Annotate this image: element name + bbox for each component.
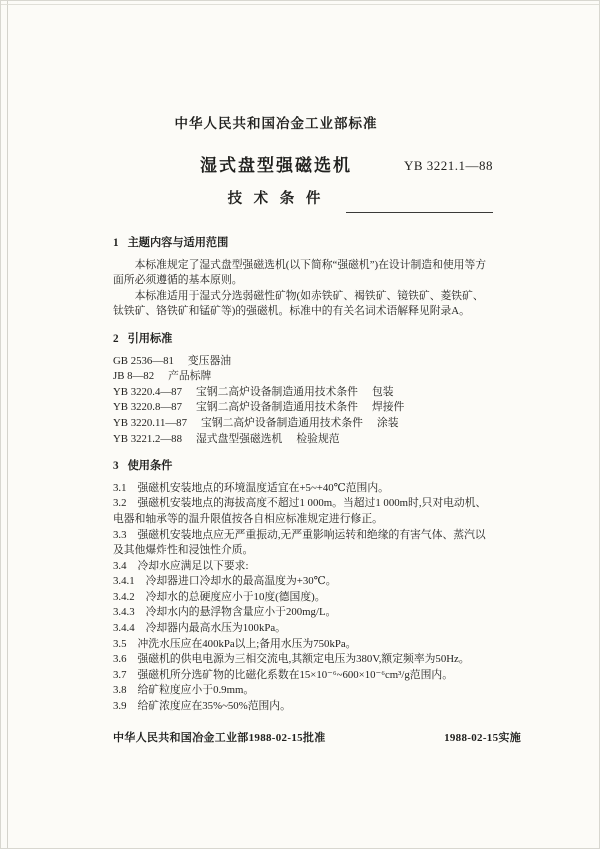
section-3-heading bbox=[113, 459, 493, 475]
clause-text: 冷却水内的悬浮物含量应小于200mg/L。 bbox=[145, 606, 337, 619]
reference-code: YB 3220.11—87 bbox=[113, 416, 187, 429]
header-divider bbox=[346, 212, 493, 213]
clause bbox=[113, 496, 493, 527]
clause-text: 强磁机安装地点的环境温度适宜在+5~+40℃范围内。 bbox=[137, 481, 389, 494]
reference-title: 宝钢二高炉设备制造通用技术条件 bbox=[195, 385, 358, 398]
scan-edge-line bbox=[1, 4, 599, 5]
clause-number: 3.4.2 bbox=[113, 590, 135, 603]
clause-number: 3.4.3 bbox=[113, 606, 135, 619]
clause bbox=[113, 699, 493, 715]
doc-subtitle: 技 术 条 件 bbox=[227, 191, 325, 207]
clause bbox=[113, 621, 493, 637]
clause-number: 3.5 bbox=[113, 637, 127, 650]
clause bbox=[113, 528, 493, 559]
reference-item bbox=[113, 416, 493, 432]
reference-title: 变压器油 bbox=[187, 354, 232, 367]
reference-part: 包装 bbox=[371, 385, 394, 398]
reference-title: 宝钢二高炉设备制造通用技术条件 bbox=[195, 401, 358, 414]
clause bbox=[113, 637, 493, 653]
reference-part: 焊接件 bbox=[371, 401, 405, 414]
section-title: 使用条件 bbox=[127, 460, 173, 473]
clause-number: 3.7 bbox=[113, 668, 127, 681]
issuing-org-title: 中华人民共和国冶金工业部标准 bbox=[174, 116, 378, 131]
doc-title: 湿式盘型强磁选机 bbox=[200, 156, 352, 175]
clause-text: 给矿浓度应在35%~50%范围内。 bbox=[137, 700, 291, 713]
clause bbox=[113, 605, 493, 621]
section-number: 2 bbox=[113, 332, 119, 345]
implementation-date: 1988-02-15实施 bbox=[444, 732, 521, 744]
section-number: 3 bbox=[113, 460, 119, 473]
clause-number: 3.4.4 bbox=[113, 622, 135, 635]
reference-item bbox=[113, 354, 493, 370]
clause bbox=[113, 668, 493, 684]
reference-code: YB 3220.4—87 bbox=[113, 385, 182, 398]
document-body bbox=[113, 236, 493, 715]
clause-text: 强磁机安装地点的海拔高度不超过1 000m。当超过1 000m时,只对电动机、电器和轴承等的温升限值按各自相应标准规定进行修正。 bbox=[113, 497, 487, 525]
reference-code: YB 3220.8—87 bbox=[113, 401, 182, 414]
clause bbox=[113, 683, 493, 699]
approval-statement: 中华人民共和国冶金工业部1988-02-15批准 bbox=[113, 732, 326, 744]
section-number: 1 bbox=[113, 237, 119, 249]
reference-title: 产品标牌 bbox=[168, 370, 212, 383]
clause-number: 3.2 bbox=[113, 497, 127, 510]
clause-text: 强磁机所分选矿物的比磁化系数在15×10⁻⁶~600×10⁻⁶cm³/g范围内。 bbox=[137, 668, 453, 681]
clause-text: 强磁机安装地点应无严重振动,无严重影响运转和绝缘的有害气体、蒸汽以及其他爆炸性和浸蚀性介质。 bbox=[113, 528, 486, 557]
clause-number: 3.4.1 bbox=[113, 575, 135, 588]
reference-code: YB 3221.2—88 bbox=[113, 432, 182, 445]
standard-number: YB 3221.1—88 bbox=[403, 158, 493, 173]
clause-number: 3.1 bbox=[113, 481, 127, 494]
section-2-heading bbox=[113, 332, 493, 348]
scan-edge-line bbox=[7, 1, 8, 848]
clause-text: 冷却水应满足以下要求: bbox=[137, 559, 249, 572]
reference-title: 宝钢二高炉设备制造通用技术条件 bbox=[200, 416, 363, 429]
clause-text: 给矿粒度应小于0.9mm。 bbox=[137, 684, 255, 697]
clause bbox=[113, 652, 493, 668]
clause bbox=[113, 574, 493, 590]
reference-code: JB 8—82 bbox=[113, 370, 155, 383]
clause-number: 3.4 bbox=[113, 559, 127, 572]
doc-title-group bbox=[111, 151, 441, 208]
clause-number: 3.9 bbox=[113, 700, 127, 713]
reference-title: 湿式盘型强磁选机 bbox=[195, 432, 283, 445]
clause-text: 冲洗水压应在400kPa以上;备用水压为750kPa。 bbox=[137, 637, 357, 650]
section-1-heading bbox=[113, 236, 493, 252]
clause bbox=[113, 559, 493, 575]
clause-text: 强磁机的供电电源为三相交流电,其额定电压为380V,额定频率为50Hz。 bbox=[137, 653, 470, 666]
section-title: 主题内容与适用范围 bbox=[127, 237, 229, 249]
reference-part: 检验规范 bbox=[296, 432, 340, 445]
document-footer bbox=[113, 729, 521, 745]
paragraph: 本标准适用于湿式分选弱磁性矿物(如赤铁矿、褐铁矿、镜铁矿、菱铁矿、钛铁矿、铬铁矿和锰矿等)的强磁机。标准中的有关名词术语解释见附录A。 bbox=[113, 289, 484, 318]
clause-text: 冷却水的总硬度应小于10度(德国度)。 bbox=[145, 590, 326, 603]
reference-item bbox=[113, 385, 493, 401]
clause bbox=[113, 481, 493, 497]
title-block bbox=[111, 151, 493, 208]
reference-item bbox=[113, 400, 493, 416]
paragraph: 本标准规定了湿式盘型强磁选机(以下简称“强磁机”)在设计制造和使用等方面所必须遵循的基本原则。 bbox=[113, 258, 487, 287]
clause-number: 3.3 bbox=[113, 528, 127, 541]
clause-number: 3.6 bbox=[113, 653, 127, 666]
reference-part: 涂装 bbox=[376, 416, 399, 429]
clause-number: 3.8 bbox=[113, 684, 127, 697]
clause-text: 冷却器内最高水压为100kPa。 bbox=[145, 622, 286, 635]
clause bbox=[113, 590, 493, 606]
reference-item bbox=[113, 432, 493, 448]
section-title: 引用标准 bbox=[127, 332, 173, 345]
clause-text: 冷却器进口冷却水的最高温度为+30℃。 bbox=[145, 575, 337, 588]
reference-code: GB 2536—81 bbox=[113, 354, 174, 367]
reference-item bbox=[113, 369, 493, 385]
